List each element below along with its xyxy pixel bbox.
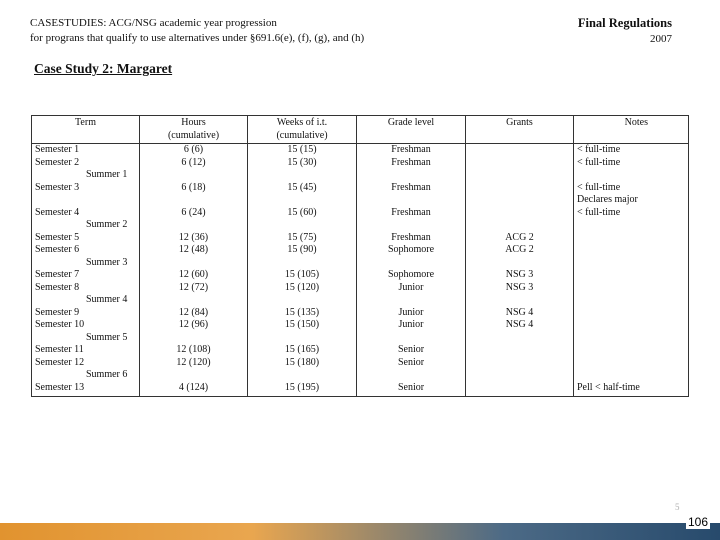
table-row: Semester 4 6 (24) 15 (60) Freshman < full-time [32,207,689,220]
summer-row: Summer 5 [32,332,689,345]
table-row: Semester 10 12 (96) 15 (150) Junior NSG 4 [32,319,689,332]
col-term: Term [32,116,140,144]
regulations-title: Final Regulations [577,16,672,30]
summer-row: Summer 4 [32,294,689,307]
footer-bar [0,523,720,540]
page-number: 5 [675,502,680,512]
table-row: Semester 1 6 (6) 15 (15) Freshman < full-time [32,144,689,157]
col-hours: Hours (cumulative) [140,116,248,144]
progression-table [31,115,689,397]
summer-row: Summer 3 [32,257,689,270]
col-grants: Grants [466,116,574,144]
table-row: Semester 2 6 (12) 15 (30) Freshman < full-time [32,157,689,170]
summer-row: Summer 1 [32,169,689,182]
table-row: Semester 12 12 (120) 15 (180) Senior [32,357,689,370]
table-row: Semester 8 12 (72) 15 (120) Junior NSG 3 [32,282,689,295]
header-line-1: CASESTUDIES: ACG/NSG academic year progression [30,17,277,29]
col-grade: Grade level [357,116,466,144]
col-weeks: Weeks of i.t. (cumulative) [248,116,357,144]
table-row: Semester 9 12 (84) 15 (135) Junior NSG 4 [32,307,689,320]
slide-number: 106 [688,515,709,529]
table-row: Semester 11 12 (108) 15 (165) Senior [32,344,689,357]
header-left [30,16,364,46]
table-row: Semester 6 12 (48) 15 (90) Sophomore ACG 2 [32,244,689,257]
case-study-title: Case Study 2: Margaret [34,61,173,76]
table-row: Semester 3 6 (18) 15 (45) Freshman < full-time Declares major [32,182,689,207]
table-header-row [32,116,689,144]
regulations-year: 2007 [650,33,672,45]
col-notes: Notes [574,116,689,144]
header-right [578,16,672,47]
table-row: Semester 5 12 (36) 15 (75) Freshman ACG 2 [32,232,689,245]
summer-row: Summer 2 [32,219,689,232]
table-row: Semester 7 12 (60) 15 (105) Sophomore NSG 3 [32,269,689,282]
table-row: Semester 13 4 (124) 15 (195) Senior Pell < half-time [32,382,689,395]
summer-row: Summer 6 [32,369,689,382]
header-line-2: for prograns that qualify to use alternatives under §691.6(e), (f), (g), and (h) [30,32,365,44]
